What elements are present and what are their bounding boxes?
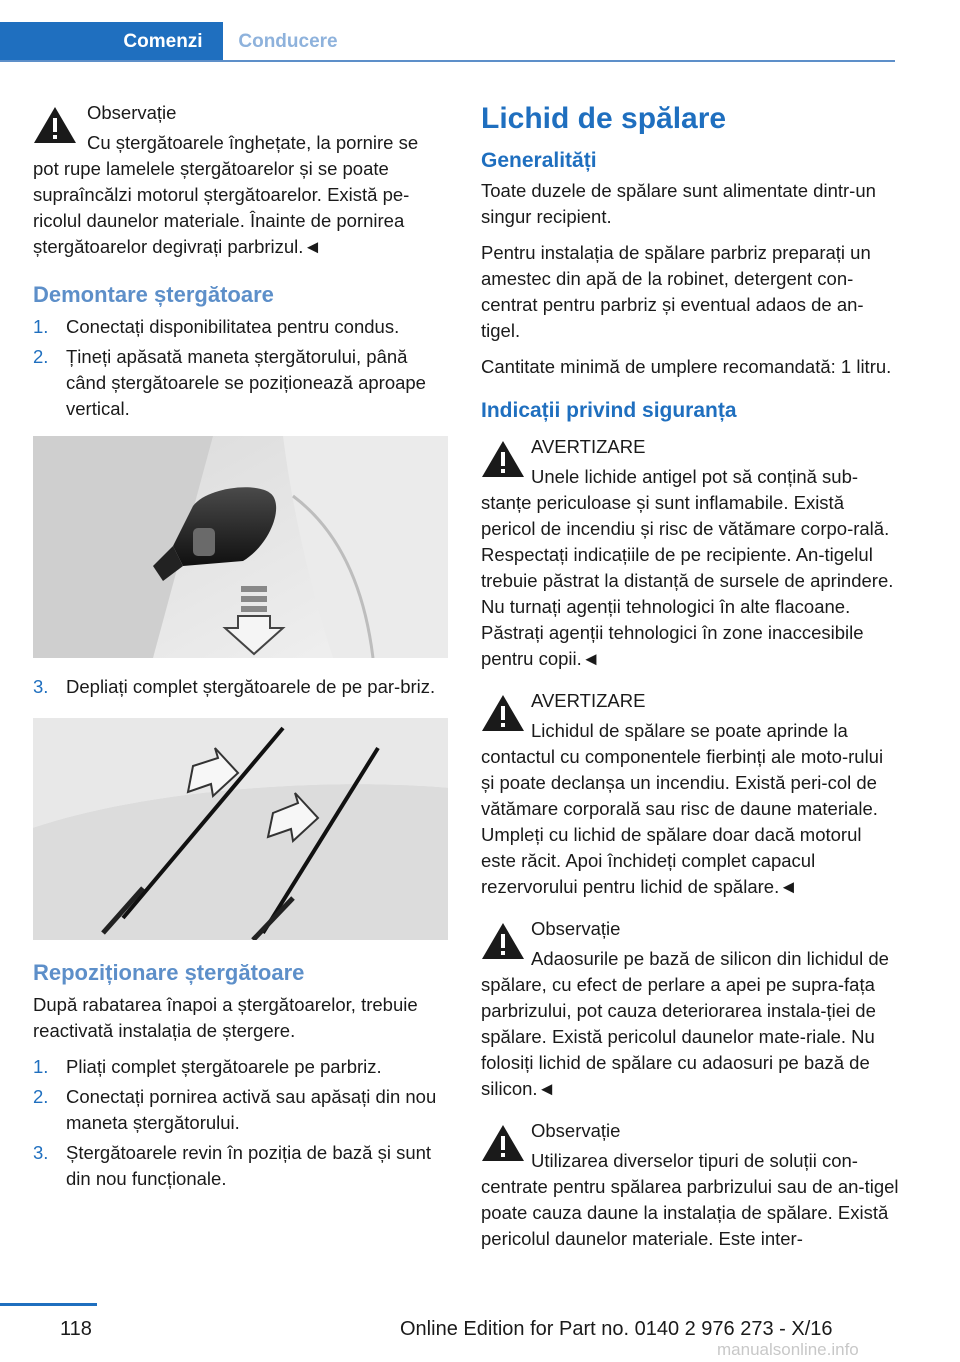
- note-body: Adaosurile pe bază de silicon din lichidul de spălare, cu efect de perlare a apei pe supra-fața parbrizului, pot cauza deteriorarea instala-ției de spălare. Există pericolul daunelor mate-riale. Nu folosiți lichid de spălare cu adaosuri pe bază de silicon.◄: [481, 948, 889, 1099]
- tab-comenzi[interactable]: Comenzi: [103, 22, 223, 62]
- note-warning-antifreeze: [481, 434, 899, 672]
- note-title: Observație: [531, 1120, 621, 1141]
- note-title: Observație: [87, 102, 177, 123]
- heading-safety: Indicații privind siguranța: [481, 399, 737, 422]
- figure-windshield-wipers: [33, 718, 448, 940]
- list-item: 2. Conectați pornirea activă sau apăsați din nou maneta ștergătorului.: [33, 1086, 437, 1133]
- paragraph: Pentru instalația de spălare parbriz preparați un amestec din apă de la robinet, detergent con-centrat pentru parbriz și eventual adaos de an-tigel.: [481, 242, 871, 341]
- page-number: 118: [60, 1318, 92, 1340]
- note-title: AVERTIZARE: [531, 690, 646, 711]
- chapter-tabbar: [0, 22, 895, 62]
- left-column: [33, 100, 448, 1202]
- warning-triangle-icon: [481, 440, 525, 478]
- tab-lead-block: [0, 22, 103, 62]
- list-item: 2. Țineți apăsată maneta ștergătorului, până când ștergătoarele se poziționează aproape vertical.: [33, 346, 426, 419]
- list-item: 1. Conectați disponibilitatea pentru condus.: [33, 316, 400, 337]
- note-title: Observație: [531, 918, 621, 939]
- watermark: manualsonline.info: [717, 1340, 859, 1359]
- note-concentrates: [481, 1118, 899, 1252]
- warning-triangle-icon: [481, 922, 525, 960]
- warning-triangle-icon: [33, 106, 77, 144]
- note-body: Cu ștergătoarele înghețate, la pornire se pot rupe lamelele ștergătoarelor și se poate supraîncălzi motorul ștergătoarelor. Există pe-ricolul daunelor materiale. Înainte de pornirea ștergătoarelor degivrați parbrizul.◄: [33, 132, 419, 257]
- edition-text: Online Edition for Part no. 0140 2 976 273 - X/16: [400, 1318, 833, 1340]
- warning-triangle-icon: [481, 694, 525, 732]
- note-silicon: [481, 916, 899, 1102]
- note-body: Lichidul de spălare se poate aprinde la contactul cu componentele fierbinți ale moto-rului și poate declanșa un incendiu. Există peri-col de vătămare corporală sau risc de daune materiale. Umpleți cu lichid de spălare doar dacă motorul este răcit. Apoi închideți complet capacul rezervorului pentru lichid de spălare.◄: [481, 720, 884, 897]
- note-ice-wipers: [33, 100, 448, 260]
- note-body: Unele lichide antigel pot să conțină sub-stanțe periculoase și sunt inflamabile. Există pericol de incendiu și risc de vătămare corpo-rală. Respectați indicațiile de pe recipiente. An-tigelul trebuie păstrat la distanță de sursele de aprindere. Nu turnați agenții tehnologici în alte flacoane. Păstrați agenții tehnologici în zone inaccesibile pentru copii.◄: [481, 466, 894, 669]
- section-title: Lichid de spălare: [481, 102, 727, 135]
- reposition-paragraph: După rabatarea înapoi a ștergătoarelor, trebuie reactivată instalația de ștergere.: [33, 994, 418, 1041]
- footer-rule: [0, 1303, 97, 1306]
- reposition-steps-list: [33, 1054, 448, 1192]
- paragraph: Toate duzele de spălare sunt alimentate dintr-un singur recipient.: [481, 180, 876, 227]
- tabbar-underline: [0, 60, 895, 62]
- right-column: [481, 100, 899, 1262]
- section-subtitle: Generalități: [481, 149, 597, 172]
- remove-steps-list: [33, 314, 448, 422]
- heading-remove-wipers: Demontare ștergătoare: [33, 282, 274, 307]
- figure-wiper-stalk: [33, 436, 448, 658]
- list-item: 3. Ștergătoarele revin în poziția de bază și sunt din nou funcționale.: [33, 1142, 432, 1189]
- tab-conducere[interactable]: Conducere: [238, 31, 338, 52]
- note-warning-fire: [481, 688, 899, 900]
- note-title: AVERTIZARE: [531, 436, 646, 457]
- heading-reposition-wipers: Repoziționare ștergătoare: [33, 960, 305, 985]
- note-body: Utilizarea diverselor tipuri de soluții con-centrate pentru spălarea parbrizului sau de an-tigel poate cauza daune la instalația de spălare. Există pericolul daunelor materiale. Este inter-: [481, 1150, 899, 1249]
- list-item: 3. Depliați complet ștergătoarele de pe par-briz.: [33, 676, 436, 697]
- list-item: 1. Pliați complet ștergătoarele pe parbriz.: [33, 1056, 382, 1077]
- remove-steps-list-cont: [33, 674, 448, 700]
- paragraph: Cantitate minimă de umplere recomandată: 1 litru.: [481, 356, 892, 377]
- warning-triangle-icon: [481, 1124, 525, 1162]
